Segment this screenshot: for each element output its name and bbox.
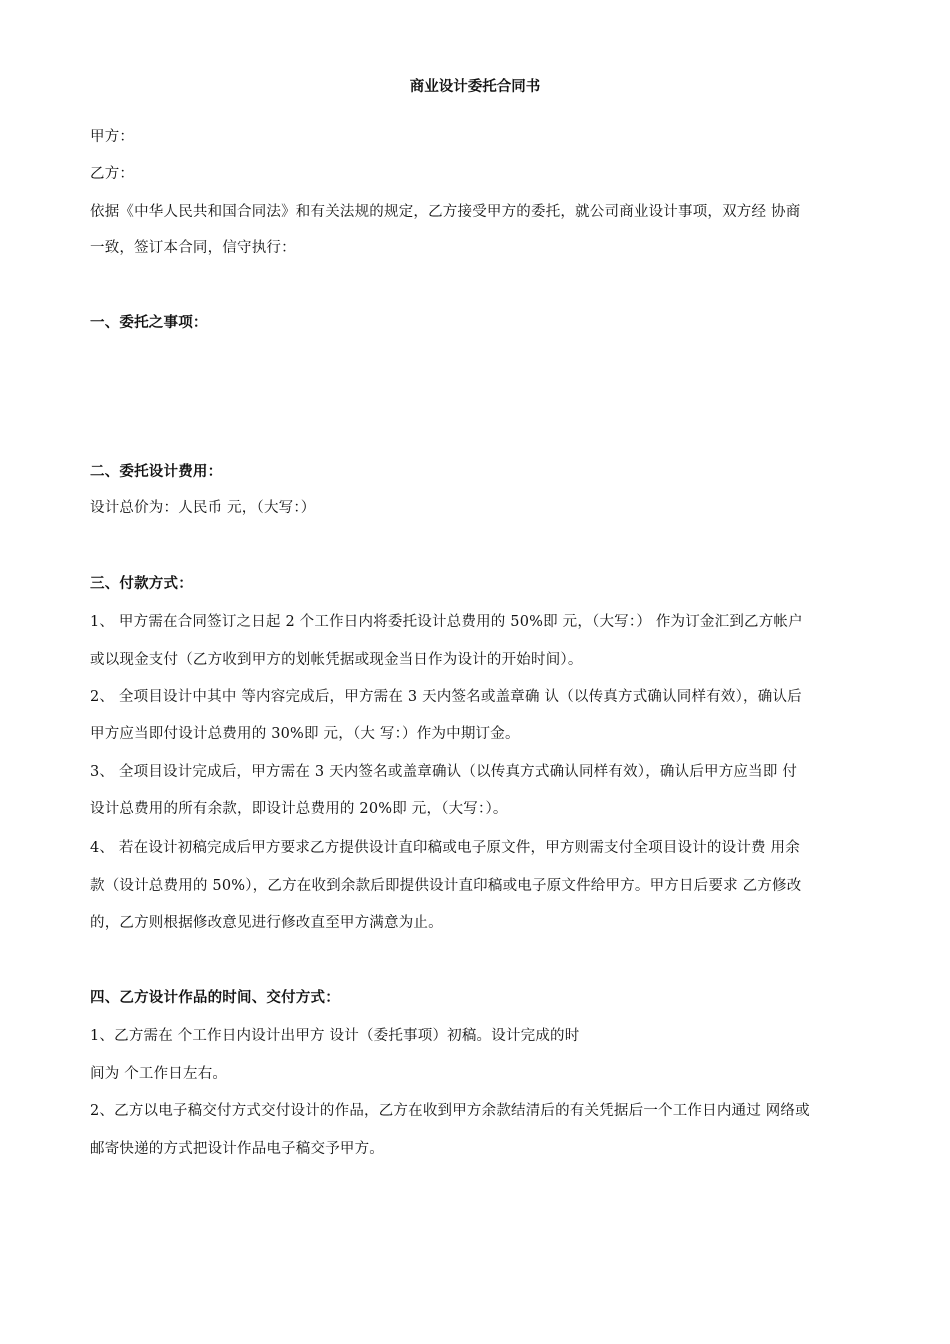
party-b-label: 乙方：: [90, 166, 135, 182]
delivery-clause-line: 间为 个工作日左右。: [90, 1066, 228, 1082]
payment-clause-line: 4、 若在设计初稿完成后甲方要求乙方提供设计直印稿或电子原文件，甲方则需支付全项目设计的设计费 用余: [90, 840, 800, 856]
payment-clause-line: 3、 全项目设计完成后，甲方需在 3 天内签名或盖章确认（以传真方式确认同样有效），确认后甲方应当即 付: [90, 764, 798, 780]
fee-total-line: 设计总价为：人民币 元，（大写：）: [90, 500, 316, 516]
payment-clause-line: 款（设计总费用的 50%），乙方在收到余款后即提供设计直印稿或电子原文件给甲方。甲方日后要求 乙方修改: [90, 878, 802, 894]
section-2-heading: 二、委托设计费用：: [90, 464, 223, 480]
document-title: 商业设计委托合同书: [409, 79, 541, 95]
delivery-clause-line: 2、乙方以电子稿交付方式交付设计的作品，乙方在收到甲方余款结清后的有关凭据后一个工作日内通过 网络或: [90, 1103, 810, 1119]
section-4-heading: 四、乙方设计作品的时间、交付方式：: [90, 990, 340, 1006]
payment-clause-line: 的，乙方则根据修改意见进行修改直至甲方满意为止。: [90, 915, 443, 931]
delivery-clause-line: 1、乙方需在 个工作日内设计出甲方 设计（委托事项）初稿。设计完成的时: [90, 1028, 580, 1044]
payment-clause-line: 1、 甲方需在合同签订之日起 2 个工作日内将委托设计总费用的 50%即 元，（大写：） 作为订金汇到乙方帐户: [90, 614, 803, 630]
section-1-heading: 一、委托之事项：: [90, 315, 208, 331]
section-3-heading: 三、付款方式：: [90, 576, 193, 592]
party-a-label: 甲方：: [90, 129, 135, 145]
payment-clause-line: 或以现金支付（乙方收到甲方的划帐凭据或现金当日作为设计的开始时间）。: [90, 652, 583, 668]
intro-line: 一致，签订本合同，信守执行：: [90, 240, 296, 256]
delivery-clause-line: 邮寄快递的方式把设计作品电子稿交予甲方。: [90, 1141, 384, 1157]
payment-clause-line: 甲方应当即付设计总费用的 30%即 元，（大 写：）作为中期订金。: [90, 726, 520, 742]
intro-line: 依据《中华人民共和国合同法》和有关法规的规定，乙方接受甲方的委托，就公司商业设计事项，双方经 协商: [90, 204, 801, 220]
payment-clause-line: 2、 全项目设计中其中 等内容完成后，甲方需在 3 天内签名或盖章确 认（以传真方式确认同样有效），确认后: [90, 689, 802, 705]
payment-clause-line: 设计总费用的所有余款，即设计总费用的 20%即 元，（大写：）。: [90, 801, 508, 817]
